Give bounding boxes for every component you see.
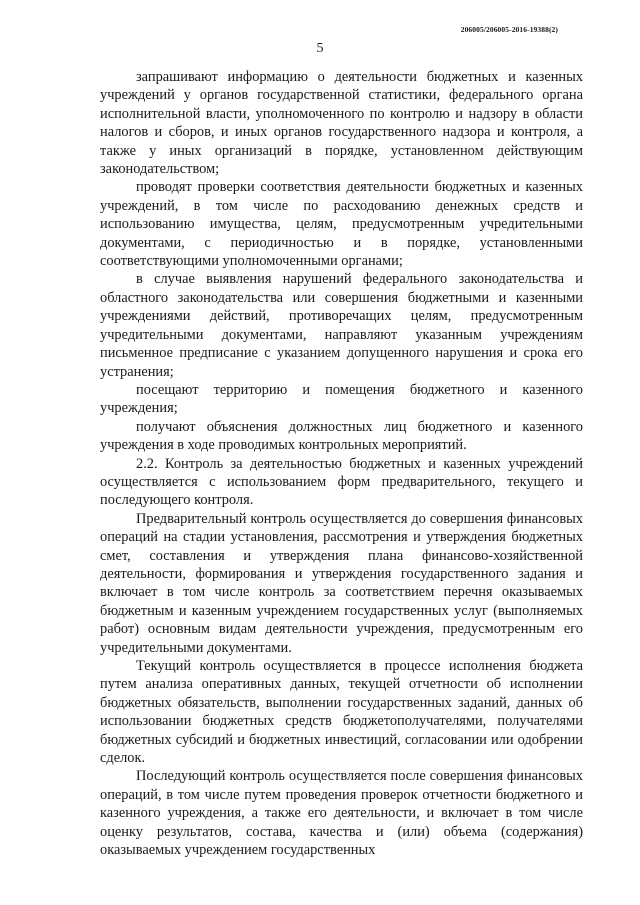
paragraph: 2.2. Контроль за деятельностью бюджетных и казенных учреждений осуществляется с использованием форм предварительного, текущего и последующего контроля. [100,455,583,509]
page-number: 5 [316,41,324,56]
paragraph: Последующий контроль осуществляется после совершения финансовых операций, в том числе путем проведения проверок отчетности бюджетного и казенного учреждения, а также его деятельности, и включает в том числе оценку результатов, состава, качества и (или) объема (содержания) оказываемых учреждением государственных [100,768,583,859]
document-body [100,68,583,859]
paragraph: посещают территорию и помещения бюджетного и казенного учреждения; [100,381,583,417]
paragraph: проводят проверки соответствия деятельности бюджетных и казенных учреждений, в том числе по расходованию денежных средств и использованию имущества, целям, предусмотренным учредительными документами, с периодичностью и в порядке, установленными соответствующими уполномоченными органами; [100,179,583,270]
paragraph: Текущий контроль осуществляется в процессе исполнения бюджета путем анализа оперативных данных, текущей отчетности об исполнении бюджетных обязательств, выполнении государственных заданий, данных об использовании бюджетных средств бюджетополучателями, получателями бюджетных субсидий и бюджетных инвестиций, согласовании или одобрении сделок. [100,658,583,767]
paragraph: запрашивают информацию о деятельности бюджетных и казенных учреждений у органов государственной статистики, федерального органа исполнительной власти, уполномоченного по контролю и надзору в области налогов и сборов, и иных органов государственного надзора и контроля, а также у иных организаций в порядке, установленном действующим законодательством; [100,69,583,178]
paragraph: получают объяснения должностных лиц бюджетного и казенного учреждения в ходе проводимых контрольных мероприятий. [100,418,583,454]
paragraph: Предварительный контроль осуществляется до совершения финансовых операций на стадии установления, рассмотрения и утверждения бюджетных смет, составления и утверждения плана финансово-хозяйственной деятельности, формирования и утверждения государственного задания и включает в том числе контроль за соответствием перечня оказываемых бюджетным и казенным учреждением государственных услуг (выполняемых работ) основным видам деятельности учреждения, предусмотренным его учредительными документами. [100,510,583,656]
document-id: 206005/206005-2016-19388(2) [460,25,558,34]
paragraph: в случае выявления нарушений федерального законодательства и областного законодательства или совершения бюджетными и казенными учреждениями действий, противоречащих целям, предусмотренным учредительными документами, направляют указанным учреждениям письменное предписание с указанием допущенного нарушения и срока его устранения; [100,271,583,380]
